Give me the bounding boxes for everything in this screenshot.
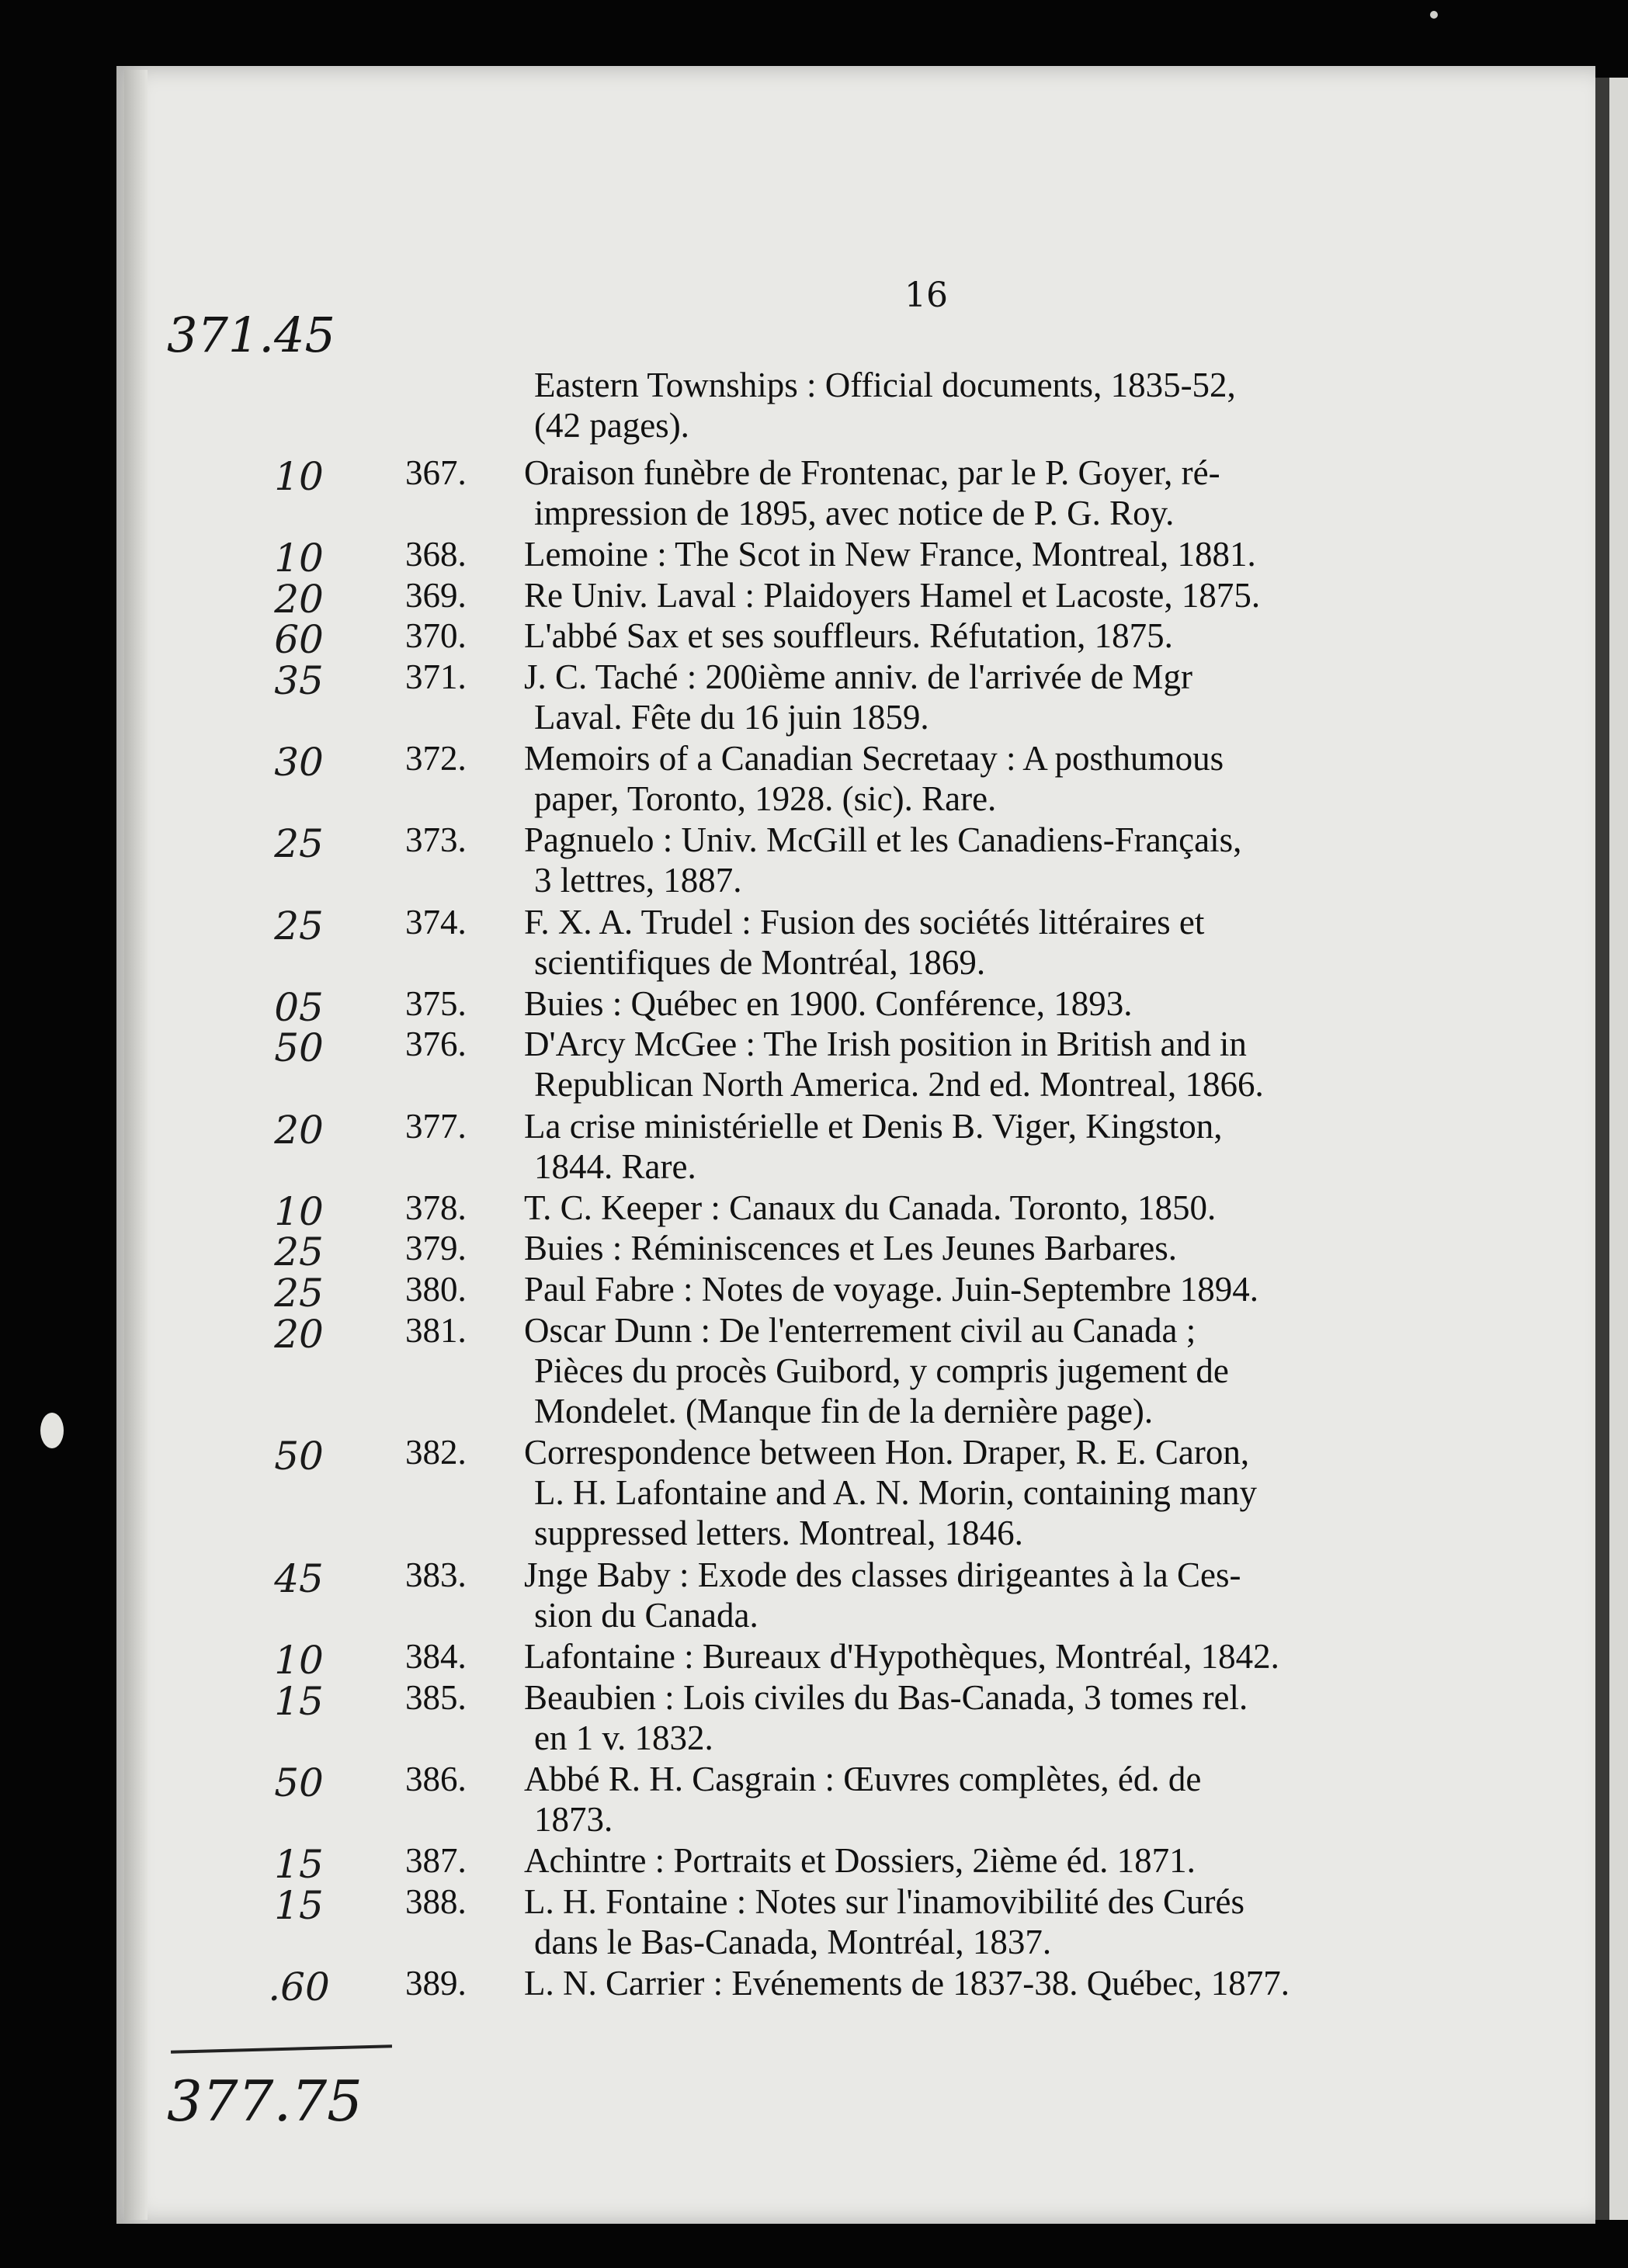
entry-text-line: L'abbé Sax et ses souffleurs. Réfutation, 1875. [524, 616, 1173, 655]
entry-text-line: Lafontaine : Bureaux d'Hypothèques, Montréal, 1842. [524, 1637, 1279, 1676]
entry-number: 380. [405, 1270, 467, 1309]
scan-dot [1430, 11, 1438, 19]
handwritten-price: 50 [274, 1434, 324, 1479]
entry-number: 387. [405, 1841, 467, 1880]
entry-text-line: Jnge Baby : Exode des classes dirigeantes à la Ces- [524, 1555, 1241, 1594]
entry-text-line: Beaubien : Lois civiles du Bas-Canada, 3 tomes rel. [524, 1678, 1248, 1717]
entry-text-line: dans le Bas-Canada, Montréal, 1837. [534, 1923, 1052, 1961]
handwritten-price: 15 [274, 1842, 324, 1887]
handwritten-grand-total: 377.75 [167, 2069, 363, 2134]
handwritten-price: 50 [274, 1025, 324, 1070]
entry-text-line: Oraison funèbre de Frontenac, par le P. Goyer, ré- [524, 453, 1220, 492]
entry-number: 373. [405, 820, 467, 859]
intro-line: Eastern Townships : Official documents, 1835-52, [534, 366, 1236, 404]
handwritten-price: 15 [274, 1679, 324, 1724]
handwritten-price: 20 [274, 577, 324, 622]
page-edge-shadow [1595, 78, 1609, 2220]
handwritten-price: .60 [268, 1965, 330, 2010]
entry-text-line: 3 lettres, 1887. [534, 861, 742, 900]
entry-number: 376. [405, 1025, 467, 1063]
handwritten-price: 20 [274, 1312, 324, 1357]
handwritten-price: 25 [274, 821, 324, 866]
entry-number: 368. [405, 535, 467, 574]
handwritten-price: 10 [274, 1638, 324, 1683]
handwritten-price: 05 [274, 985, 324, 1030]
entry-text-line: 1844. Rare. [534, 1147, 696, 1186]
handwritten-price: 45 [274, 1556, 324, 1601]
entry-text-line: sion du Canada. [534, 1596, 758, 1635]
entry-text-line: Correspondence between Hon. Draper, R. E. Caron, [524, 1433, 1250, 1472]
entry-number: 374. [405, 903, 467, 942]
handwritten-price: 50 [274, 1760, 324, 1805]
handwritten-price: 15 [274, 1883, 324, 1928]
entry-text-line: Achintre : Portraits et Dossiers, 2ième éd. 1871. [524, 1841, 1196, 1880]
entry-number: 367. [405, 453, 467, 492]
handwritten-price: 30 [274, 740, 324, 785]
entry-number: 389. [405, 1964, 467, 2003]
next-page-edge [1609, 78, 1628, 2220]
entry-number: 385. [405, 1678, 467, 1717]
entry-text-line: Pagnuelo : Univ. McGill et les Canadiens-Français, [524, 820, 1242, 859]
page-gutter [124, 70, 148, 2220]
entry-number: 382. [405, 1433, 467, 1472]
entry-number: 384. [405, 1637, 467, 1676]
handwritten-price: 35 [274, 658, 324, 703]
page-number: 16 [904, 276, 948, 315]
handwritten-price: 25 [274, 1229, 324, 1274]
entry-number: 375. [405, 984, 467, 1023]
entry-text-line: Oscar Dunn : De l'enterrement civil au Canada ; [524, 1311, 1196, 1350]
entry-text-line: Pièces du procès Guibord, y compris jugement de [534, 1351, 1229, 1390]
entry-text-line: Buies : Québec en 1900. Conférence, 1893. [524, 984, 1133, 1023]
entry-text-line: D'Arcy McGee : The Irish position in British and in [524, 1025, 1247, 1063]
entry-number: 371. [405, 657, 467, 696]
handwritten-price: 25 [274, 903, 324, 948]
entry-text-line: T. C. Keeper : Canaux du Canada. Toronto, 1850. [524, 1188, 1217, 1227]
handwritten-price: 60 [274, 617, 324, 662]
entry-number: 381. [405, 1311, 467, 1350]
handwritten-price: 10 [274, 454, 324, 499]
entry-number: 369. [405, 576, 467, 615]
entry-text-line: Mondelet. (Manque fin de la dernière page). [534, 1392, 1154, 1431]
entry-text-line: L. H. Fontaine : Notes sur l'inamovibilité des Curés [524, 1882, 1244, 1921]
intro-line: (42 pages). [534, 406, 689, 445]
entry-text-line: Lemoine : The Scot in New France, Montreal, 1881. [524, 535, 1256, 574]
handwritten-running-total: 371.45 [167, 307, 335, 363]
scan-speck [40, 1413, 64, 1448]
handwritten-price: 10 [274, 1189, 324, 1234]
entry-number: 386. [405, 1760, 467, 1798]
handwritten-price: 25 [274, 1271, 324, 1316]
entry-number: 377. [405, 1107, 467, 1146]
entry-text-line: L. H. Lafontaine and A. N. Morin, containing many [534, 1473, 1258, 1512]
entry-number: 383. [405, 1555, 467, 1594]
entry-number: 388. [405, 1882, 467, 1921]
entry-text-line: en 1 v. 1832. [534, 1718, 713, 1757]
entry-text-line: Re Univ. Laval : Plaidoyers Hamel et Lacoste, 1875. [524, 576, 1261, 615]
entry-text-line: Paul Fabre : Notes de voyage. Juin-Septembre 1894. [524, 1270, 1259, 1309]
entry-text-line: scientifiques de Montréal, 1869. [534, 943, 986, 982]
entry-number: 372. [405, 739, 467, 778]
entry-text-line: Republican North America. 2nd ed. Montreal, 1866. [534, 1065, 1264, 1104]
entry-text-line: Abbé R. H. Casgrain : Œuvres complètes, éd. de [524, 1760, 1202, 1798]
entry-number: 370. [405, 616, 467, 655]
entry-text-line: Laval. Fête du 16 juin 1859. [534, 698, 929, 737]
handwritten-price: 10 [274, 536, 324, 581]
entry-text-line: F. X. A. Trudel : Fusion des sociétés littéraires et [524, 903, 1205, 942]
entry-text-line: J. C. Taché : 200ième anniv. de l'arrivée de Mgr [524, 657, 1192, 696]
entry-text-line: paper, Toronto, 1928. (sic). Rare. [534, 779, 997, 818]
entry-text-line: Memoirs of a Canadian Secretaay : A posthumous [524, 739, 1224, 778]
entry-text-line: L. N. Carrier : Evénements de 1837-38. Québec, 1877. [524, 1964, 1290, 2003]
entry-number: 379. [405, 1229, 467, 1268]
entry-text-line: La crise ministérielle et Denis B. Viger, Kingston, [524, 1107, 1223, 1146]
handwritten-price: 20 [274, 1108, 324, 1153]
entry-text-line: impression de 1895, avec notice de P. G. Roy. [534, 494, 1175, 532]
entry-number: 378. [405, 1188, 467, 1227]
entry-text-line: 1873. [534, 1800, 613, 1839]
entry-text-line: Buies : Réminiscences et Les Jeunes Barbares. [524, 1229, 1178, 1268]
entry-text-line: suppressed letters. Montreal, 1846. [534, 1514, 1023, 1552]
